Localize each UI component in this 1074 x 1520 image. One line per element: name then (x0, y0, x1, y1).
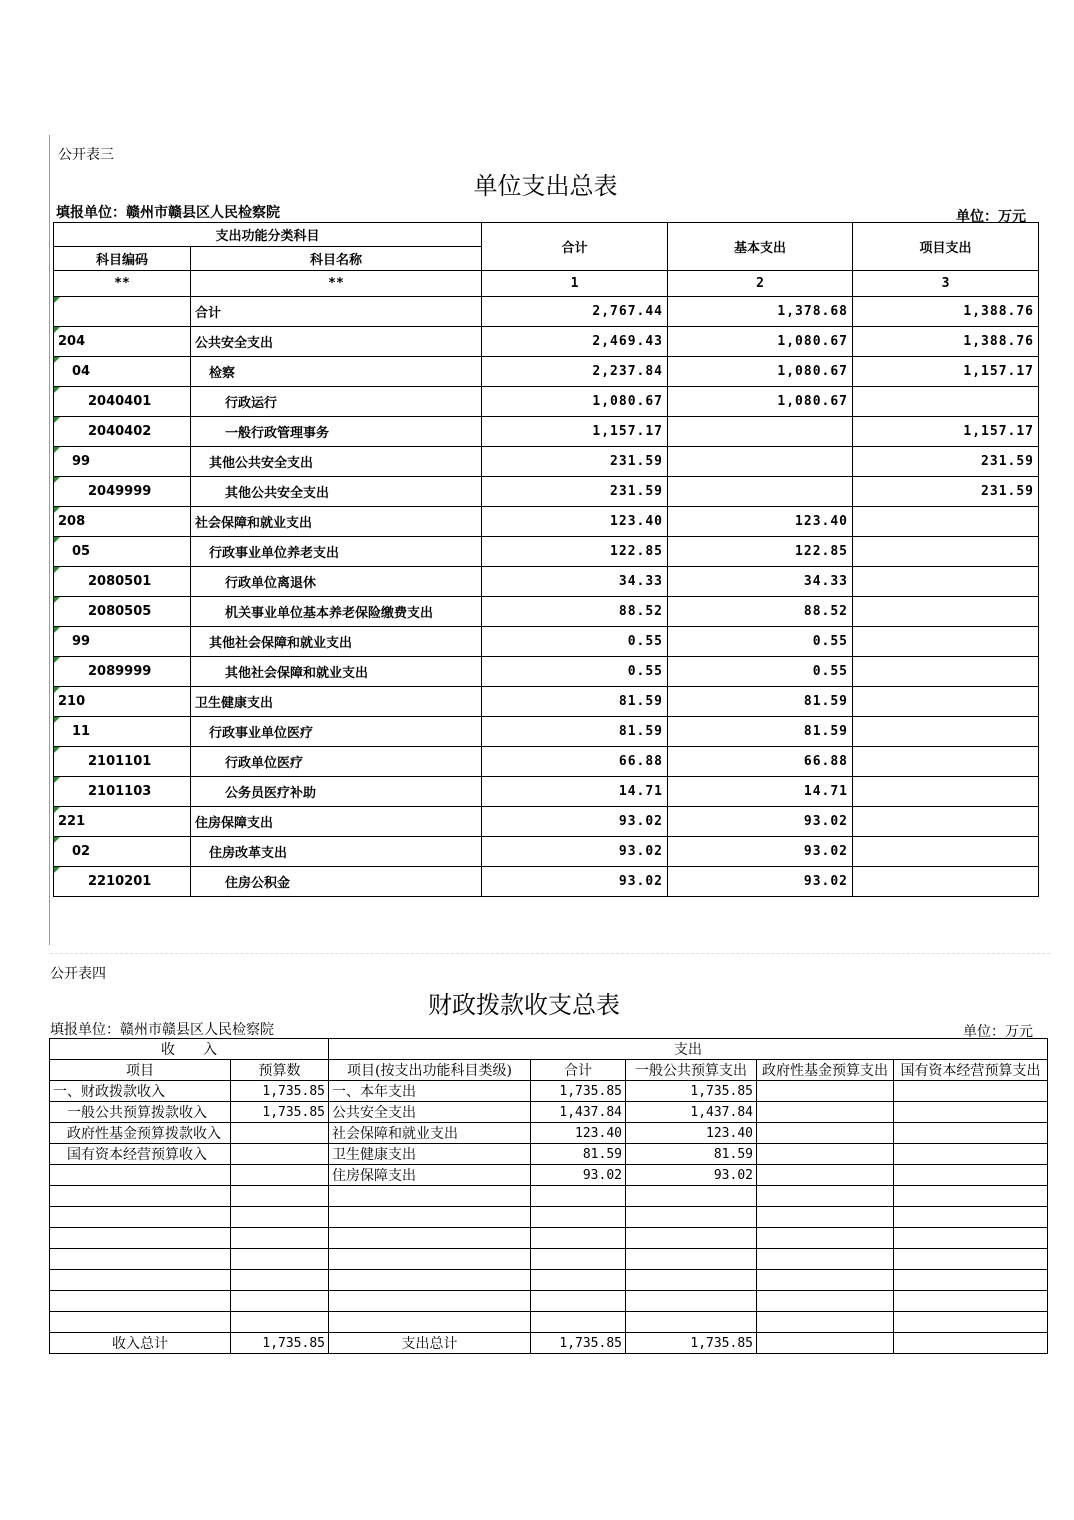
total-cell: 88.52 (482, 597, 668, 627)
subject-name-cell: 行政事业单位医疗 (191, 717, 482, 747)
table-row (54, 507, 1039, 537)
total-cell: 34.33 (482, 567, 668, 597)
budget-cell (231, 1144, 329, 1165)
total-cell: 81.59 (482, 687, 668, 717)
index-cell: 1 (482, 271, 668, 297)
table-row (54, 717, 1039, 747)
subject-code-cell: 02 (54, 837, 191, 867)
header-project: 项目支出 (853, 223, 1039, 271)
state-cell (894, 1207, 1048, 1228)
header-exp-item: 项目(按支出功能科目类级) (329, 1060, 531, 1081)
table3-title: 单位支出总表 (473, 172, 618, 200)
subject-name-cell: 机关事业单位基本养老保险缴费支出 (191, 597, 482, 627)
header-budget: 预算数 (231, 1060, 329, 1081)
total-cell: 231.59 (482, 447, 668, 477)
index-cell: 2 (668, 271, 853, 297)
general-cell (626, 1228, 757, 1249)
table-row (54, 837, 1039, 867)
state-cell (894, 1165, 1048, 1186)
state-cell (894, 1249, 1048, 1270)
basic-cell: 1,080.67 (668, 327, 853, 357)
subject-code-cell: 2210201 (54, 867, 191, 897)
subject-name-cell: 其他社会保障和就业支出 (191, 627, 482, 657)
project-cell (853, 627, 1039, 657)
general-cell: 1,437.84 (626, 1102, 757, 1123)
expense-total-value: 1,735.85 (531, 1333, 626, 1354)
subject-name-cell: 公共安全支出 (191, 327, 482, 357)
table-row (50, 1165, 1048, 1186)
subject-code-cell: 204 (54, 327, 191, 357)
table-row (54, 327, 1039, 357)
budget-cell: 1,735.85 (231, 1102, 329, 1123)
budget-cell (231, 1207, 329, 1228)
budget-cell (231, 1312, 329, 1333)
subject-code-cell: 2101101 (54, 747, 191, 777)
table-row (54, 417, 1039, 447)
fund-total-value (757, 1333, 894, 1354)
subject-name-cell: 行政单位医疗 (191, 747, 482, 777)
total-cell: 0.55 (482, 657, 668, 687)
state-cell (894, 1102, 1048, 1123)
fund-cell (757, 1270, 894, 1291)
header-income: 收 入 (50, 1039, 329, 1060)
subject-name-cell: 社会保障和就业支出 (191, 507, 482, 537)
state-cell (894, 1228, 1048, 1249)
header-total: 合计 (531, 1060, 626, 1081)
basic-cell: 93.02 (668, 807, 853, 837)
header-item: 项目 (50, 1060, 231, 1081)
table-row (50, 1249, 1048, 1270)
table-row (54, 567, 1039, 597)
header-name: 科目名称 (191, 247, 482, 271)
fund-cell (757, 1165, 894, 1186)
subject-code-cell: 2049999 (54, 477, 191, 507)
basic-cell: 14.71 (668, 777, 853, 807)
state-cell (894, 1081, 1048, 1102)
state-cell (894, 1270, 1048, 1291)
total-cell: 93.02 (531, 1165, 626, 1186)
subject-code-cell: 2089999 (54, 657, 191, 687)
subject-name-cell: 卫生健康支出 (191, 687, 482, 717)
table-row (54, 867, 1039, 897)
total-cell: 122.85 (482, 537, 668, 567)
basic-cell: 93.02 (668, 837, 853, 867)
total-cell: 1,437.84 (531, 1102, 626, 1123)
total-cell: 123.40 (482, 507, 668, 537)
income-item-cell: 一般公共预算拨款收入 (50, 1102, 231, 1123)
table-row (50, 1291, 1048, 1312)
header-function-category: 支出功能分类科目 (54, 223, 482, 247)
index-cell: ** (191, 271, 482, 297)
total-cell: 93.02 (482, 837, 668, 867)
basic-cell (668, 447, 853, 477)
basic-cell: 0.55 (668, 657, 853, 687)
table-row (50, 1270, 1048, 1291)
expense-total-label: 支出总计 (329, 1333, 531, 1354)
basic-cell (668, 417, 853, 447)
expense-item-cell: 卫生健康支出 (329, 1144, 531, 1165)
total-cell: 14.71 (482, 777, 668, 807)
general-cell: 81.59 (626, 1144, 757, 1165)
project-cell (853, 867, 1039, 897)
subject-name-cell: 行政运行 (191, 387, 482, 417)
subject-code-cell: 2080505 (54, 597, 191, 627)
total-cell (531, 1228, 626, 1249)
project-cell (853, 717, 1039, 747)
total-cell: 93.02 (482, 807, 668, 837)
total-cell: 231.59 (482, 477, 668, 507)
project-cell (853, 687, 1039, 717)
total-cell: 81.59 (482, 717, 668, 747)
table-row (54, 297, 1039, 327)
expense-item-cell (329, 1312, 531, 1333)
project-cell (853, 657, 1039, 687)
project-cell: 1,157.17 (853, 357, 1039, 387)
table-row (50, 1123, 1048, 1144)
project-cell: 1,388.76 (853, 297, 1039, 327)
total-cell: 2,237.84 (482, 357, 668, 387)
income-item-cell (50, 1186, 231, 1207)
income-item-cell (50, 1249, 231, 1270)
general-cell: 123.40 (626, 1123, 757, 1144)
fund-cell (757, 1081, 894, 1102)
header-code: 科目编码 (54, 247, 191, 271)
general-cell (626, 1312, 757, 1333)
subject-name-cell: 公务员医疗补助 (191, 777, 482, 807)
table3-expenditure-summary (53, 222, 1039, 897)
income-item-cell: 一、财政拨款收入 (50, 1081, 231, 1102)
project-cell (853, 807, 1039, 837)
fund-cell (757, 1102, 894, 1123)
state-cell (894, 1186, 1048, 1207)
total-cell: 2,767.44 (482, 297, 668, 327)
table-row (54, 447, 1039, 477)
income-item-cell (50, 1270, 231, 1291)
expense-item-cell: 社会保障和就业支出 (329, 1123, 531, 1144)
expense-item-cell: 住房保障支出 (329, 1165, 531, 1186)
basic-cell: 81.59 (668, 717, 853, 747)
project-cell: 231.59 (853, 477, 1039, 507)
general-cell (626, 1249, 757, 1270)
table-row (54, 747, 1039, 777)
table3-unit-label: 填报单位：赣州市赣县区人民检察院 (56, 205, 280, 221)
table-row (54, 357, 1039, 387)
project-cell (853, 387, 1039, 417)
table4-money-unit: 单位：万元 (963, 1024, 1033, 1040)
table4-tag: 公开表四 (50, 966, 106, 982)
fund-cell (757, 1312, 894, 1333)
income-item-cell (50, 1228, 231, 1249)
subject-name-cell: 检察 (191, 357, 482, 387)
expense-item-cell (329, 1249, 531, 1270)
general-total-value: 1,735.85 (626, 1333, 757, 1354)
table-row (54, 807, 1039, 837)
subject-code-cell: 2080501 (54, 567, 191, 597)
total-cell: 0.55 (482, 627, 668, 657)
budget-cell (231, 1249, 329, 1270)
total-cell: 93.02 (482, 867, 668, 897)
income-item-cell (50, 1165, 231, 1186)
income-item-cell: 国有资本经营预算收入 (50, 1144, 231, 1165)
total-cell: 1,080.67 (482, 387, 668, 417)
subject-code-cell: 2101103 (54, 777, 191, 807)
table4-fiscal-summary (49, 1038, 1048, 1354)
state-cell (894, 1123, 1048, 1144)
subject-code-cell: 2040401 (54, 387, 191, 417)
income-item-cell (50, 1312, 231, 1333)
subject-name-cell: 住房公积金 (191, 867, 482, 897)
state-cell (894, 1144, 1048, 1165)
expense-item-cell (329, 1207, 531, 1228)
total-cell: 1,157.17 (482, 417, 668, 447)
general-cell (626, 1186, 757, 1207)
table4-unit-label: 填报单位：赣州市赣县区人民检察院 (50, 1022, 274, 1038)
table-row (50, 1207, 1048, 1228)
project-cell (853, 507, 1039, 537)
fund-cell (757, 1186, 894, 1207)
subject-name-cell: 行政事业单位养老支出 (191, 537, 482, 567)
basic-cell: 122.85 (668, 537, 853, 567)
table3-tag: 公开表三 (58, 147, 114, 163)
table-row (50, 1081, 1048, 1102)
basic-cell: 88.52 (668, 597, 853, 627)
table-row (50, 1144, 1048, 1165)
table-row (54, 627, 1039, 657)
project-cell: 231.59 (853, 447, 1039, 477)
income-item-cell (50, 1291, 231, 1312)
general-cell (626, 1291, 757, 1312)
project-cell (853, 837, 1039, 867)
state-total-value (894, 1333, 1048, 1354)
table-row (50, 1228, 1048, 1249)
basic-cell: 81.59 (668, 687, 853, 717)
project-cell: 1,388.76 (853, 327, 1039, 357)
subject-code-cell (54, 297, 191, 327)
fund-cell (757, 1228, 894, 1249)
expense-item-cell (329, 1270, 531, 1291)
table4-title: 财政拨款收支总表 (428, 991, 620, 1019)
general-cell: 1,735.85 (626, 1081, 757, 1102)
basic-cell: 123.40 (668, 507, 853, 537)
index-cell: 3 (853, 271, 1039, 297)
subject-code-cell: 210 (54, 687, 191, 717)
subject-code-cell: 2040402 (54, 417, 191, 447)
header-basic: 基本支出 (668, 223, 853, 271)
expense-item-cell: 公共安全支出 (329, 1102, 531, 1123)
subject-code-cell: 221 (54, 807, 191, 837)
table-row (50, 1102, 1048, 1123)
subject-name-cell: 住房保障支出 (191, 807, 482, 837)
subject-name-cell: 其他公共安全支出 (191, 477, 482, 507)
fund-cell (757, 1249, 894, 1270)
project-cell (853, 567, 1039, 597)
budget-cell (231, 1270, 329, 1291)
budget-cell: 1,735.85 (231, 1081, 329, 1102)
table-row (54, 687, 1039, 717)
project-cell (853, 597, 1039, 627)
project-cell (853, 777, 1039, 807)
basic-cell: 1,080.67 (668, 387, 853, 417)
income-total-label: 收入总计 (50, 1333, 231, 1354)
project-cell (853, 537, 1039, 567)
general-cell: 93.02 (626, 1165, 757, 1186)
basic-cell: 66.88 (668, 747, 853, 777)
basic-cell: 0.55 (668, 627, 853, 657)
header-expense: 支出 (329, 1039, 1048, 1060)
table3-money-unit: 单位：万元 (956, 209, 1026, 225)
subject-name-cell: 其他公共安全支出 (191, 447, 482, 477)
total-cell: 123.40 (531, 1123, 626, 1144)
subject-name-cell: 住房改革支出 (191, 837, 482, 867)
state-cell (894, 1312, 1048, 1333)
state-cell (894, 1291, 1048, 1312)
total-cell: 81.59 (531, 1144, 626, 1165)
basic-cell: 1,080.67 (668, 357, 853, 387)
total-cell (531, 1249, 626, 1270)
total-cell (531, 1312, 626, 1333)
expense-item-cell: 一、本年支出 (329, 1081, 531, 1102)
table-row (50, 1186, 1048, 1207)
project-cell: 1,157.17 (853, 417, 1039, 447)
table-row (54, 537, 1039, 567)
fund-cell (757, 1123, 894, 1144)
income-item-cell: 政府性基金预算拨款收入 (50, 1123, 231, 1144)
budget-cell (231, 1291, 329, 1312)
total-cell: 66.88 (482, 747, 668, 777)
basic-cell: 1,378.68 (668, 297, 853, 327)
total-cell: 2,469.43 (482, 327, 668, 357)
header-general: 一般公共预算支出 (626, 1060, 757, 1081)
income-total-value: 1,735.85 (231, 1333, 329, 1354)
table-row (54, 657, 1039, 687)
project-cell (853, 747, 1039, 777)
total-cell (531, 1207, 626, 1228)
budget-cell (231, 1165, 329, 1186)
budget-cell (231, 1123, 329, 1144)
header-fund: 政府性基金预算支出 (757, 1060, 894, 1081)
total-cell (531, 1186, 626, 1207)
expense-item-cell (329, 1186, 531, 1207)
total-cell (531, 1270, 626, 1291)
fund-cell (757, 1291, 894, 1312)
table-row (54, 387, 1039, 417)
general-cell (626, 1207, 757, 1228)
subject-code-cell: 05 (54, 537, 191, 567)
header-state: 国有资本经营预算支出 (894, 1060, 1048, 1081)
budget-cell (231, 1228, 329, 1249)
totals-row (50, 1333, 1048, 1354)
subject-code-cell: 99 (54, 447, 191, 477)
header-total: 合计 (482, 223, 668, 271)
expense-item-cell (329, 1228, 531, 1249)
margin-line (49, 135, 50, 945)
basic-cell (668, 477, 853, 507)
subject-code-cell: 99 (54, 627, 191, 657)
index-cell: ** (54, 271, 191, 297)
expense-item-cell (329, 1291, 531, 1312)
basic-cell: 93.02 (668, 867, 853, 897)
subject-name-cell: 行政单位离退休 (191, 567, 482, 597)
budget-cell (231, 1186, 329, 1207)
basic-cell: 34.33 (668, 567, 853, 597)
subject-name-cell: 一般行政管理事务 (191, 417, 482, 447)
table-row (50, 1312, 1048, 1333)
income-item-cell (50, 1207, 231, 1228)
general-cell (626, 1270, 757, 1291)
fund-cell (757, 1207, 894, 1228)
subject-code-cell: 208 (54, 507, 191, 537)
total-cell: 1,735.85 (531, 1081, 626, 1102)
table-row (54, 597, 1039, 627)
subject-code-cell: 04 (54, 357, 191, 387)
table-row (54, 477, 1039, 507)
subject-name-cell: 其他社会保障和就业支出 (191, 657, 482, 687)
subject-code-cell: 11 (54, 717, 191, 747)
total-cell (531, 1291, 626, 1312)
page-separator (50, 953, 1050, 954)
table-row (54, 777, 1039, 807)
subject-name-cell: 合计 (191, 297, 482, 327)
fund-cell (757, 1144, 894, 1165)
